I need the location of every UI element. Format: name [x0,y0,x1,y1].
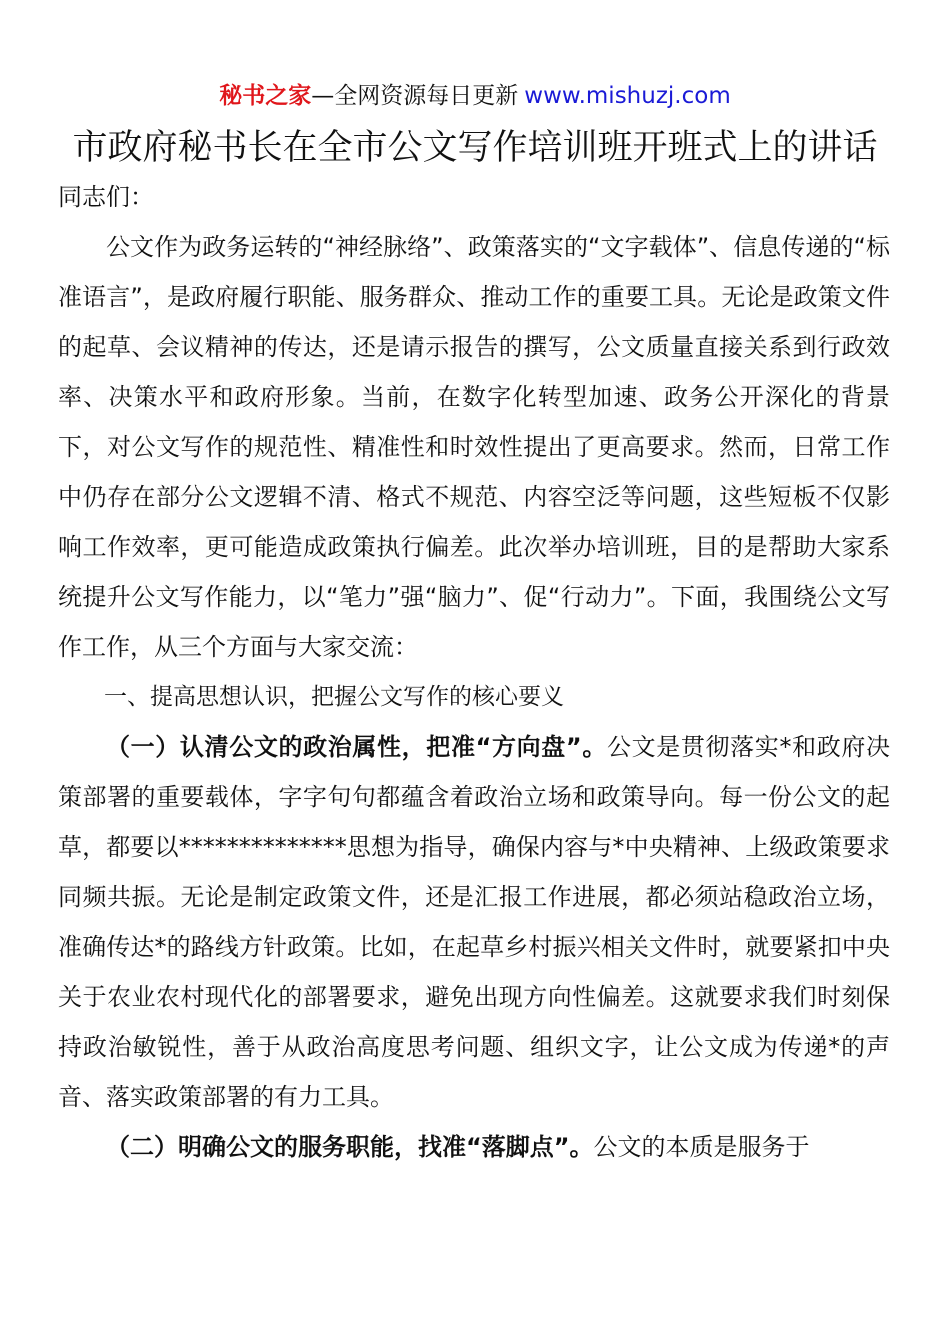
intro-paragraph: 公文作为政务运转的“神经脉络”、政策落实的“文字载体”、信息传递的“标准语言”，是政府履行职能、服务群众、推动工作的重要工具。无论是政策文件的起草、会议精神的传达，还是请示报告的撰写，公文质量直接关系到行政效率、决策水平和政府形象。当前，在数字化转型加速、政务公开深化的背景下，对公文写作的规范性、精准性和时效性提出了更高要求。然而，日常工作中仍存在部分公文逻辑不清、格式不规范、内容空泛等问题，这些短板不仅影响工作效率，更可能造成政策执行偏差。此次举办培训班，目的是帮助大家系统提升公文写作能力，以“笔力”强“脑力”、促“行动力”。下面，我围绕公文写作工作，从三个方面与大家交流： [58,233,890,661]
subsection-1-paragraph [58,722,890,1122]
document-body [58,172,890,1172]
subsection-2-text: 公文的本质是服务于 [593,1133,810,1161]
site-brand: 秘书之家 [219,83,312,109]
header-dash: — [311,83,335,109]
subsection-1-text: 公文是贯彻落实*和政府决策部署的重要载体，字字句句都蕴含着政治立场和政策导向。每一份公文的起草，都要以**************思想为指导，确保内容与*中央精神、上级政策要求同频共振。无论是制定政策文件，还是汇报工作进展，都必须站稳政治立场，准确传达*的路线方针政策。比如，在起草乡村振兴相关文件时，就要紧扣中央关于农业农村现代化的部署要求，避免出现方向性偏差。这就要求我们时刻保持政治敏锐性，善于从政治高度思考问题、组织文字，让公文成为传递*的声音、落实政策部署的有力工具。 [58,733,890,1111]
site-header [0,80,950,112]
site-tagline: 全网资源每日更新 [334,83,519,109]
subsection-2-paragraph [58,1122,890,1172]
subsection-1-heading: （一）认清公文的政治属性，把准“方向盘”。 [106,733,607,761]
greeting: 同志们： [58,183,154,211]
subsection-2-heading: （二）明确公文的服务职能，找准“落脚点”。 [106,1133,594,1161]
section-1-heading: 一、提高思想认识，把握公文写作的核心要义 [104,684,564,710]
site-url-link[interactable]: www.mishuzj.com [524,83,731,109]
document-title: 市政府秘书长在全市公文写作培训班开班式上的讲话 [72,128,878,168]
